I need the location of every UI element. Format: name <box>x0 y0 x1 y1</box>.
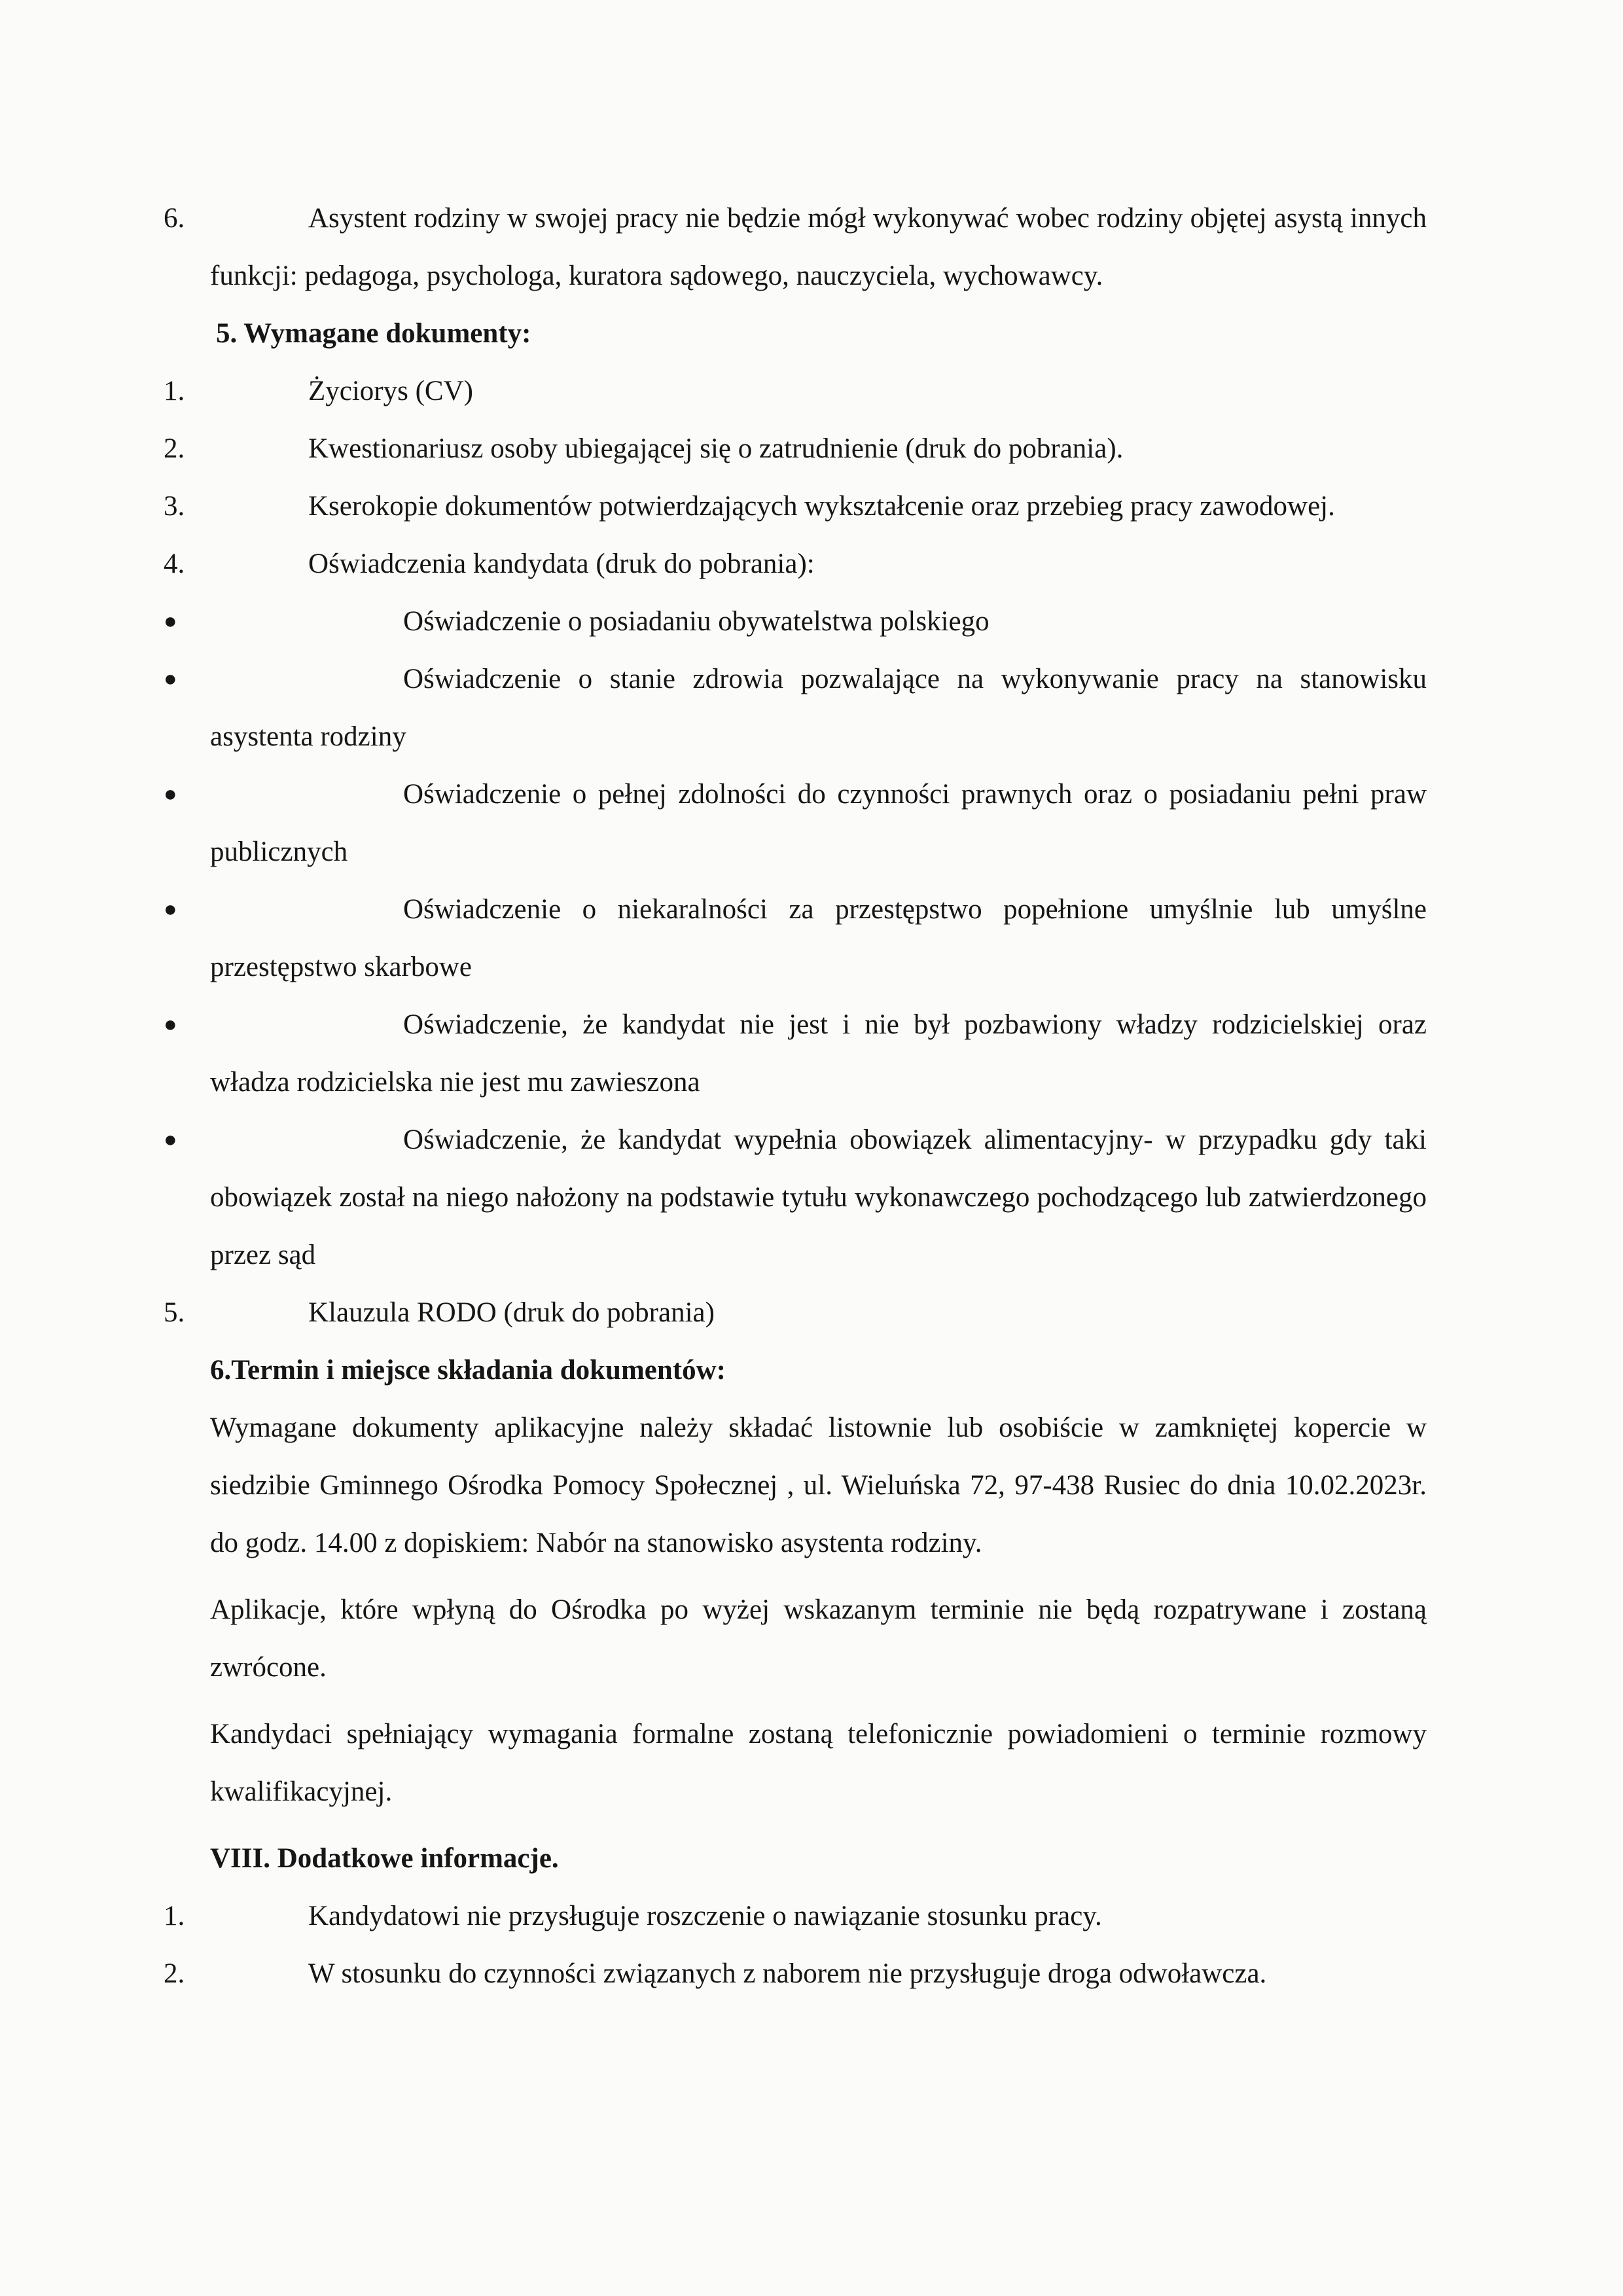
item-number: 2. <box>164 1958 185 1989</box>
bullet-item <box>164 651 1427 766</box>
item-text: Oświadczenia kandydata (druk do pobrania): <box>308 548 815 579</box>
item-number: 3. <box>164 491 185 522</box>
bullet-text: Oświadczenie, że kandydat nie jest i nie był pozbawiony władzy rodzicielskiej oraz władza rodzicielska nie jest mu zawieszona <box>210 1009 1427 1098</box>
item-number: 1. <box>164 376 185 406</box>
list-item <box>164 1945 1427 2003</box>
bullet-icon: ● <box>164 667 177 691</box>
bullet-text: Oświadczenie, że kandydat wypełnia obowiązek alimentacyjny- w przypadku gdy taki obowiązek został na niego nałożony na podstawie tytułu wykonawczego pochodzącego lub zatwierdzonego przez sąd <box>210 1124 1427 1270</box>
paragraph: Wymagane dokumenty aplikacyjne należy składać listownie lub osobiście w zamkniętej kopercie w siedzibie Gminnego Ośrodka Pomocy Społecznej , ul. Wieluńska 72, 97-438 Rusiec do dnia 10.02.2023r. do godz. 14.00 z dopiskiem: Nabór na stanowisko asystenta rodziny. <box>210 1412 1427 1558</box>
list-item <box>164 535 1427 593</box>
item-number: 6. <box>164 203 185 234</box>
bullet-icon: ● <box>164 1128 177 1152</box>
item-number: 4. <box>164 548 185 579</box>
list-item <box>164 363 1427 420</box>
bullet-item <box>164 766 1427 881</box>
list-item <box>164 190 1427 305</box>
item-text: Kserokopie dokumentów potwierdzających wykształcenie oraz przebieg pracy zawodowej. <box>308 491 1335 522</box>
bullet-text: Oświadczenie o niekaralności za przestępstwo popełnione umyślnie lub umyślne przestępstwo skarbowe <box>210 894 1427 982</box>
bullet-item <box>164 996 1427 1111</box>
bullet-item <box>164 1111 1427 1284</box>
section-heading: 5. Wymagane dokumenty: <box>216 318 531 349</box>
bullet-text: Oświadczenie o posiadaniu obywatelstwa polskiego <box>403 606 990 637</box>
item-number: 1. <box>164 1901 185 1931</box>
bullet-icon: ● <box>164 1013 177 1037</box>
bullet-icon: ● <box>164 782 177 806</box>
item-number: 2. <box>164 433 185 464</box>
bullet-text: Oświadczenie o stanie zdrowia pozwalające na wykonywanie pracy na stanowisku asystenta rodziny <box>210 664 1427 752</box>
list-item <box>164 420 1427 478</box>
bullet-icon: ● <box>164 897 177 922</box>
item-text: Życiorys (CV) <box>308 376 473 406</box>
item-text: Klauzula RODO (druk do pobrania) <box>308 1297 715 1328</box>
list-item <box>164 1284 1427 1342</box>
item-text: Asystent rodziny w swojej pracy nie będzie mógł wykonywać wobec rodziny objętej asystą innych funkcji: pedagoga, psychologa, kuratora sądowego, nauczyciela, wychowawcy. <box>210 203 1427 291</box>
bullet-item <box>164 881 1427 996</box>
item-number: 5. <box>164 1297 185 1328</box>
document-body <box>164 190 1427 2003</box>
item-text: Kandydatowi nie przysługuje roszczenie o nawiązanie stosunku pracy. <box>308 1901 1102 1931</box>
bullet-item <box>164 593 1427 651</box>
section-heading: 6.Termin i miejsce składania dokumentów: <box>210 1355 726 1386</box>
item-text: W stosunku do czynności związanych z naborem nie przysługuje droga odwoławcza. <box>308 1958 1267 1989</box>
paragraph: Aplikacje, które wpłyną do Ośrodka po wyżej wskazanym terminie nie będą rozpatrywane i zostaną zwrócone. <box>210 1594 1427 1683</box>
section-heading: VIII. Dodatkowe informacje. <box>210 1843 559 1874</box>
item-text: Kwestionariusz osoby ubiegającej się o zatrudnienie (druk do pobrania). <box>308 433 1124 464</box>
bullet-icon: ● <box>164 609 177 634</box>
bullet-text: Oświadczenie o pełnej zdolności do czynności prawnych oraz o posiadaniu pełni praw publicznych <box>210 779 1427 867</box>
list-item <box>164 1888 1427 1945</box>
list-item <box>164 478 1427 535</box>
paragraph: Kandydaci spełniający wymagania formalne zostaną telefonicznie powiadomieni o terminie rozmowy kwalifikacyjnej. <box>210 1719 1427 1807</box>
